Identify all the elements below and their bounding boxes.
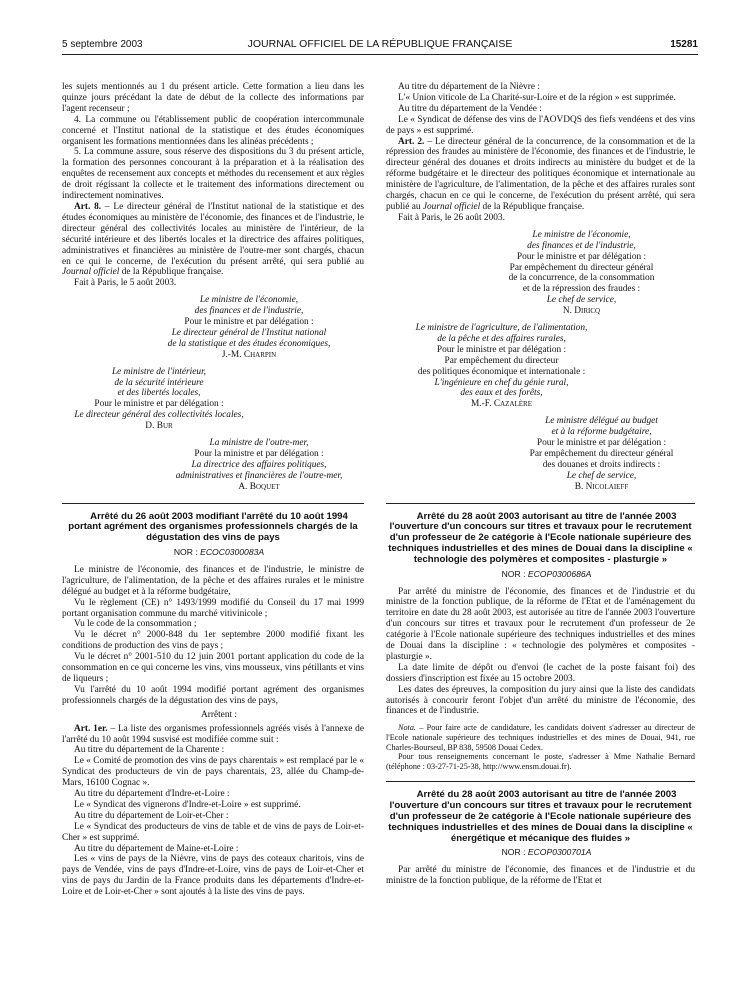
journal-officiel-ref: Journal officiel: [422, 201, 481, 212]
nor-reference: [386, 847, 695, 858]
paragraph: Par arrêté du ministre de l'économie, des finances et de l'industrie et du ministre de la fonction publique, de la réforme de l'Etat et: [386, 865, 695, 887]
signature-line: Le directeur général de l'Institut national: [171, 327, 327, 338]
nor-reference: [62, 547, 364, 558]
signature-line: administratives et financières de l'outre-mer,: [175, 470, 343, 481]
paragraph: Au titre du département de la Nièvre :: [398, 82, 540, 92]
signature-line: Pour le ministre et par délégation :: [184, 317, 314, 328]
journal-title: JOURNAL OFFICIEL DE LA RÉPUBLIQUE FRANÇAISE: [247, 38, 513, 50]
signatory-name: D. Bur: [145, 421, 173, 432]
paragraph: 5. La commune assure, sous réserve des dispositions du 3 du présent article, la formation des personnes concourant à la préparation et à la réalisation des enquêtes de recensement aux concepts et méthodes du recensement et aux règles de droit régissant la collecte et le traitement des informations directement ou indirectement nominatives.: [62, 147, 364, 202]
signature-line: L'ingénieure en chef du génie rural,: [434, 377, 569, 388]
paragraph: Vu le règlement (CE) n° 1493/1999 modifié du Conseil du 17 mai 1999 portant organisation commune du marché vitivinicole ;: [62, 597, 364, 619]
article-text: – Le directeur général de la concurrence, de la consommation et de la répression des fraudes au ministère de l'économie, des finances et de l'industrie, le directeur général des douanes et droits indirects au ministère du budget et de la réforme budgétaire et le directeur des politiques économique et internationale au ministère de l'agriculture, de l'alimentation, de la pêche et des affaires rurales sont chargés, chacun en ce qui le concerne, de l'exécution du présent arrêté, qui sera publié au: [386, 136, 695, 212]
signature-block: [62, 438, 364, 493]
signature-line: La directrice des affaires politiques,: [191, 459, 327, 470]
paragraph: Vu le code de la consommation ;: [74, 619, 197, 630]
paragraph: Le ministre de l'économie, des finances et de l'industrie, le ministre de l'agriculture, de l'alimentation, de la pêche et des affaires rurales et le ministre délégué au budget et à la réforme budgétaire,: [62, 564, 364, 597]
signature-line: Par empêchement du directeur: [444, 355, 559, 366]
nor-code: ECOP0300686A: [527, 568, 592, 579]
nor-label: NOR :: [501, 568, 528, 579]
article-label: Art. 2.: [398, 136, 425, 147]
paragraph: Au titre du département de la Charente :: [74, 745, 225, 756]
nor-label: NOR :: [173, 547, 201, 558]
header-date: 5 septembre 2003: [62, 39, 143, 50]
right-column: [386, 82, 695, 887]
signature-line: des douanes et droits indirects :: [542, 459, 661, 470]
paragraph: Les « vins de pays de la Nièvre, vins de pays des coteaux charitois, vins de pays de Vendée, vins de pays d'Indre-et-Loire, vins de pays de Loir-et-Cher et vins de pays du Jardin de la France produits dans les départements d'Indre-et-Loire et de Loir-et-Cher » sont ajoutés à la liste des vins de pays.: [62, 854, 364, 898]
arrete-title: Arrêté du 28 août 2003 autorisant au titre de l'année 2003 l'ouverture d'un concours sur titres et travaux pour le recrutement d'un professeur de 2e catégorie à l'Ecole nationale supérieure des techniques industrielles et des mines de Douai dans la discipline « énergétique et mécanique des fluides »: [388, 789, 693, 844]
arrete-title: Arrêté du 28 août 2003 autorisant au titre de l'année 2003 l'ouverture d'un concours sur titres et travaux pour le recrutement d'un professeur de 2e catégorie à l'Ecole nationale supérieure des techniques industrielles et des mines de Douai dans la discipline « technologie des polymères et composites - plasturgie »: [388, 510, 693, 565]
nota-label: Nota.: [398, 723, 416, 733]
signature-line: de la statistique et des études économiques,: [167, 338, 331, 349]
signature-block: [62, 367, 364, 432]
signature-line: Par empêchement du directeur général: [529, 449, 674, 459]
nor-reference: [386, 569, 695, 580]
paragraph: Le « Syndicat des vignerons d'Indre-et-Loire » est supprimé.: [74, 799, 301, 810]
article-8: [62, 202, 364, 278]
article-text: – La liste des organismes professionnels agréés visés à l'annexe de l'arrêté du 10 août 1994 susvisé est modifiée comme suit :: [62, 723, 364, 745]
nota-contact: Pour tous renseignements concernant le poste, s'adresser à Mme Nathalie Bernard (téléphone : 03-27-71-25-38, http://www.ensm.douai.fr).: [386, 752, 695, 771]
signature-line: Pour le ministre et par délégation :: [94, 399, 224, 410]
signature-block: [62, 295, 364, 360]
signature-line: Pour le ministre et par délégation :: [516, 251, 647, 262]
signatory-name: B. Nicolaieff: [574, 481, 629, 492]
paragraph: Vu l'arrêté du 10 août 1994 modifié portant agrément des organismes professionnels chargés de la dégustation des vins de pays,: [62, 684, 364, 706]
signature-line: Par empêchement du directeur général: [509, 262, 654, 273]
signature-line: La ministre de l'outre-mer,: [209, 438, 309, 449]
signature-block: [386, 323, 695, 410]
paragraph: Au titre du département de Maine-et-Loire :: [74, 843, 239, 854]
page-header: [62, 36, 698, 55]
nota: [386, 723, 695, 752]
article-2: [386, 137, 695, 213]
signature-line: Le ministre de l'intérieur,: [111, 366, 207, 377]
paragraph: Par arrêté du ministre de l'économie, des finances et de l'industrie et du ministre de la fonction publique, de la réforme de l'Etat et de l'aménagement du territoire en date du 28 août 2003, est autorisée au titre de l'année 2003 l'ouverture d'un concours sur titres et travaux pour le recrutement d'un professeur de 2e catégorie à l'Ecole nationale supérieure des techniques industrielles et des mines de Douai dans la discipline : « technologie des polymères et composites - plasturgie ».: [386, 586, 695, 662]
paragraph: Au titre du département de Loir-et-Cher :: [74, 810, 229, 821]
paragraph: Au titre du département d'Indre-et-Loire :: [74, 789, 230, 800]
signature-line: des finances et de l'industrie,: [194, 306, 304, 317]
signature-block: [386, 230, 695, 317]
paragraph: Le « Comité de promotion des vins de pays charentais » est remplacé par le « Syndicat des producteurs de vin de pays charentais, 23, allée du Champ-de-Mars, 16100 Cognac ».: [62, 756, 364, 789]
article-label: Art. 1er.: [74, 723, 108, 734]
paragraph: Le « Syndicat des producteurs de vins de table et de vins de pays de Loir-et-Cher » est supprimé.: [62, 821, 364, 843]
signature-line: Le ministre délégué au budget: [545, 416, 658, 427]
section-divider: [62, 503, 364, 504]
signature-line: Pour le ministre et par délégation :: [536, 438, 667, 449]
signature-line: Pour le ministre et par délégation :: [436, 344, 567, 355]
signature-line: Le chef de service,: [566, 470, 637, 481]
signature-block: [386, 416, 695, 492]
nota-text: – Pour faire acte de candidature, les candidats doivent s'adresser au directeur de l'Ecole nationale supérieure des techniques industrielles et des mines de Douai, 941, rue Charles-Bourseul, BP 838, 59508 Douai Cedex.: [386, 723, 695, 752]
arretent: Arrêtent :: [200, 709, 238, 720]
paragraph: Les dates des épreuves, la composition du jury ainsi que la liste des candidats autorisés à concourir feront l'objet d'un arrêté du ministre de l'économie, des finances et de l'industrie.: [386, 684, 695, 717]
arrete-title: Arrêté du 26 août 2003 modifiant l'arrêté du 10 août 1994 portant agrément des organismes professionnels chargés de la dégustation des vins de pays: [68, 510, 358, 544]
paragraph: L'« Union viticole de La Charité-sur-Loire et de la région » est supprimée.: [398, 92, 676, 103]
paragraph: Vu le décret n° 2001-510 du 12 juin 2001 portant application du code de la consommation en ce qui concerne les vins, vins mousseux, vins pétillants et vins de liqueurs ;: [62, 652, 364, 684]
signature-line: des politiques économique et internationale :: [417, 366, 586, 377]
signatory-name: A. Boquet: [238, 481, 280, 492]
signatory-name: M.-F. Cazalère: [471, 399, 532, 410]
signature-line: Le directeur général des collectivités locales,: [74, 410, 244, 421]
nor-code: ECOP0300701A: [527, 847, 592, 858]
signature-line: de la concurrence, de la consommation: [508, 273, 655, 284]
nor-code: ECOC0300083A: [200, 547, 265, 558]
signature-line: de la sécurité intérieure: [114, 377, 204, 388]
signature-line: et des libertés locales,: [117, 388, 201, 399]
fait-a-paris: Fait à Paris, le 26 août 2003.: [398, 212, 505, 223]
signature-line: Le chef de service,: [546, 295, 617, 306]
nor-label: NOR :: [501, 847, 528, 858]
paragraph: La date limite de dépôt ou d'envoi (le cachet de la poste faisant foi) des dossiers d'inscription est fixée au 15 octobre 2003.: [386, 662, 695, 684]
article-text: – Le directeur général de l'Institut national de la statistique et des études économiques au ministère de l'économie, des finances et de l'industrie, le directeur général des collectivités locales au ministère de l'intérieur, de la sécurité intérieure et des libertés locales et la directrice des affaires politiques, administratives et financières au ministère de l'outre-mer sont chargés, chacun en ce qui le concerne, de l'exécution du présent arrêté, qui sera publié au: [62, 201, 365, 267]
paragraph: les sujets mentionnés au 1 du présent article. Cette formation a lieu dans les quinze jours précédant la date de début de la collecte des informations par l'agent recenseur ;: [62, 82, 364, 114]
article-1: [62, 724, 364, 746]
section-divider: [386, 781, 695, 782]
fait-a-paris: Fait à Paris, le 5 août 2003.: [74, 278, 177, 289]
paragraph: Le « Syndicat de défense des vins de l'AOVDQS des fiefs vendéens et des vins de pays » est supprimé.: [386, 114, 695, 136]
page-number: 15281: [670, 39, 698, 50]
left-column: [62, 82, 364, 898]
signature-line: Pour la ministre et par délégation :: [194, 449, 324, 459]
signature-line: et de la répression des fraudes :: [522, 284, 641, 295]
article-text: de la République française.: [480, 201, 585, 212]
signature-line: Le ministre de l'économie,: [199, 295, 299, 306]
signature-line: Le ministre de l'agriculture, de l'alimentation,: [415, 323, 588, 334]
signatory-name: N. Diricq: [562, 306, 601, 317]
signature-line: Le ministre de l'économie,: [532, 229, 631, 240]
paragraph: 4. La commune ou l'établissement public de coopération intercommunale concerné et l'Institut national de la statistique et des études économiques organisent les formations mentionnées dans les alinéas précédents ;: [62, 114, 364, 147]
article-text: de la République française.: [119, 267, 224, 278]
signature-line: de la pêche et des affaires rurales,: [437, 333, 566, 344]
signature-line: des eaux et des forêts,: [460, 388, 543, 399]
paragraph: Au titre du département de la Vendée :: [398, 103, 542, 114]
paragraph: Vu le décret n° 2000-848 du 1er septembre 2000 modifié fixant les conditions de production des vins de pays ;: [62, 630, 364, 652]
signatory-name: J.-M. Charpin: [221, 349, 277, 360]
signature-line: des finances et de l'industrie,: [527, 240, 636, 251]
article-label: Art. 8.: [74, 201, 102, 212]
section-divider: [386, 503, 695, 504]
journal-officiel-ref: Journal officiel: [62, 267, 120, 278]
signature-line: et à la réforme budgétaire,: [551, 427, 652, 438]
